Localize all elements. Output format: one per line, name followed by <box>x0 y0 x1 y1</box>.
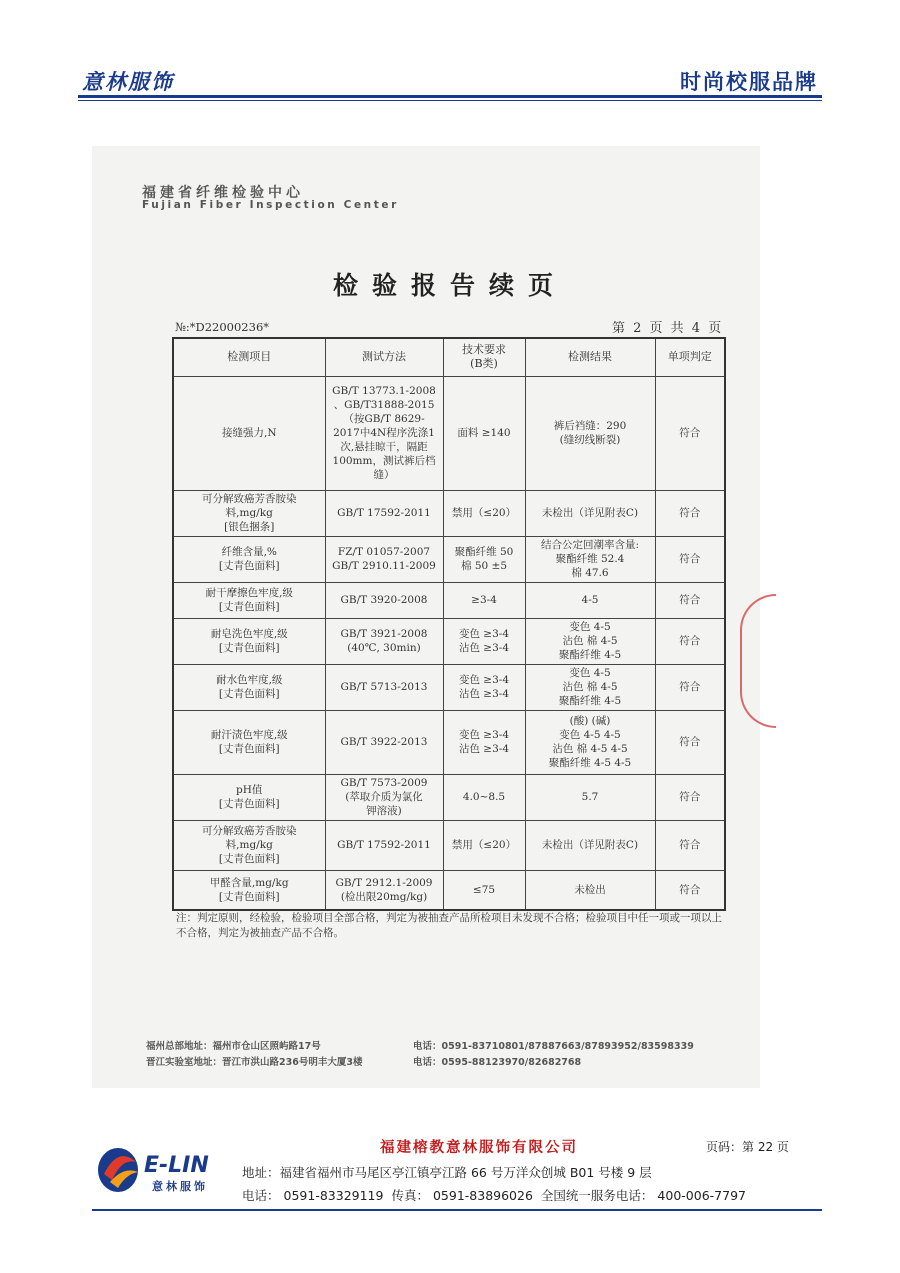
col-header-result: 检测结果 <box>525 338 655 376</box>
cell-item: 可分解致癌芳香胺染 料,mg/kg [银色捆条] <box>173 490 325 536</box>
org-name-cn: 福建省纤维检验中心 <box>142 185 304 201</box>
cell-method: GB/T 13773.1-2008 、GB/T31888-2015 （按GB/T 8629- 2017中4N程序洗涤1 次,悬挂晾干，隔距 100mm，测试裤后档 缝） <box>325 376 443 490</box>
table-header-row <box>173 338 725 376</box>
table-row <box>173 376 725 490</box>
cell-verdict: 符合 <box>655 536 725 582</box>
cell-requirement: 面料 ≥140 <box>443 376 525 490</box>
cell-result: 5.7 <box>525 774 655 820</box>
header-divider <box>78 95 822 98</box>
cell-item: 耐干摩擦色牢度,级 [丈青色面料] <box>173 582 325 618</box>
report-number: №:*D22000236* <box>175 320 270 334</box>
cell-requirement: 变色 ≥3-4 沾色 ≥3-4 <box>443 710 525 774</box>
hotline-value: 400-006-7797 <box>657 1188 746 1203</box>
cell-verdict: 符合 <box>655 664 725 710</box>
elin-logo <box>96 1140 236 1198</box>
cell-method: GB/T 3921-2008 (40℃, 30min) <box>325 618 443 664</box>
inspection-table <box>172 337 726 911</box>
footer-divider <box>92 1209 822 1211</box>
cell-method: GB/T 17592-2011 <box>325 820 443 870</box>
seal-stamp <box>740 594 776 728</box>
cell-method: GB/T 5713-2013 <box>325 664 443 710</box>
cell-verdict: 符合 <box>655 618 725 664</box>
cell-result: 结合公定回潮率含量: 聚酯纤维 52.4 棉 47.6 <box>525 536 655 582</box>
cell-item: 可分解致癌芳香胺染 料,mg/kg [丈青色面料] <box>173 820 325 870</box>
page-number: 页码：第 22 页 <box>706 1140 789 1154</box>
cell-item: 耐汗渍色牢度,级 [丈青色面料] <box>173 710 325 774</box>
cell-verdict: 符合 <box>655 376 725 490</box>
cell-result: 未检出（详见附表C) <box>525 490 655 536</box>
cell-result: 未检出（详见附表C) <box>525 820 655 870</box>
phone-value: 0591-83329119 <box>283 1188 384 1203</box>
cell-item: 耐皂洗色牢度,级 [丈青色面料] <box>173 618 325 664</box>
table-row <box>173 618 725 664</box>
cell-result: 变色 4-5 沾色 棉 4-5 聚酯纤维 4-5 <box>525 664 655 710</box>
lab-address: 晋江实验室地址：晋江市洪山路236号明丰大厦3楼 <box>146 1057 363 1068</box>
cell-requirement: 禁用（≤20） <box>443 820 525 870</box>
cell-item: 耐水色牢度,级 [丈青色面料] <box>173 664 325 710</box>
cell-verdict: 符合 <box>655 870 725 910</box>
table-row <box>173 710 725 774</box>
col-header-requirement: 技术要求 (B类) <box>443 338 525 376</box>
table-row <box>173 664 725 710</box>
header-divider-thin <box>78 100 822 101</box>
contact-line <box>242 1186 750 1204</box>
cell-method: GB/T 3922-2013 <box>325 710 443 774</box>
table-row <box>173 582 725 618</box>
header-brand: 意林服饰 <box>82 70 174 94</box>
cell-method: GB/T 2912.1-2009 (检出限20mg/kg) <box>325 870 443 910</box>
cell-requirement: ≥3-4 <box>443 582 525 618</box>
col-header-verdict: 单项判定 <box>655 338 725 376</box>
cell-verdict: 符合 <box>655 774 725 820</box>
report-note: 注：判定原则，经检验，检验项目全部合格，判定为被抽查产品所检项目未发现不合格；检验项目中任一项或一项以上不合格，判定为被抽查产品不合格。 <box>176 912 722 939</box>
report-page-info: 第 2 页 共 4 页 <box>612 321 724 336</box>
cell-result: 未检出 <box>525 870 655 910</box>
cell-requirement: ≤75 <box>443 870 525 910</box>
logo-text: E-LIN <box>144 1153 209 1178</box>
fax-value: 0591-83896026 <box>432 1188 533 1203</box>
cell-item: 甲醛含量,mg/kg [丈青色面料] <box>173 870 325 910</box>
col-header-method: 测试方法 <box>325 338 443 376</box>
cell-verdict: 符合 <box>655 582 725 618</box>
cell-method: GB/T 17592-2011 <box>325 490 443 536</box>
logo-subtext: 意林服饰 <box>152 1180 208 1193</box>
cell-method: GB/T 7573-2009 (萃取介质为氯化 钾溶液) <box>325 774 443 820</box>
cell-result: (酸) (碱) 变色 4-5 4-5 沾色 棉 4-5 4-5 聚酯纤维 4-5 4-5 <box>525 710 655 774</box>
cell-requirement: 4.0~8.5 <box>443 774 525 820</box>
table-row <box>173 820 725 870</box>
cell-result: 4-5 <box>525 582 655 618</box>
cell-requirement: 禁用（≤20） <box>443 490 525 536</box>
cell-item: 接缝强力,N <box>173 376 325 490</box>
company-address: 地址：福建省福州市马尾区亭江镇亭江路 66 号万洋众创城 B01 号楼 9 层 <box>242 1165 652 1180</box>
cell-verdict: 符合 <box>655 710 725 774</box>
table-row <box>173 870 725 910</box>
cell-item: pH值 [丈青色面料] <box>173 774 325 820</box>
hq-phone: 电话：0591-83710801/87887663/87893952/83598339 <box>413 1041 694 1052</box>
cell-verdict: 符合 <box>655 490 725 536</box>
table-row <box>173 774 725 820</box>
lab-phone: 电话：0595-88123970/82682768 <box>413 1057 582 1068</box>
cell-requirement: 变色 ≥3-4 沾色 ≥3-4 <box>443 664 525 710</box>
cell-requirement: 变色 ≥3-4 沾色 ≥3-4 <box>443 618 525 664</box>
cell-result: 变色 4-5 沾色 棉 4-5 聚酯纤维 4-5 <box>525 618 655 664</box>
cell-method: FZ/T 01057-2007 GB/T 2910.11-2009 <box>325 536 443 582</box>
phone-label: 电话： <box>242 1188 280 1203</box>
fax-label: 传真： <box>391 1188 429 1203</box>
hq-address: 福州总部地址：福州市仓山区照屿路17号 <box>146 1041 321 1052</box>
hotline-label: 全国统一服务电话： <box>540 1188 654 1203</box>
company-name: 福建榕教意林服饰有限公司 <box>380 1140 578 1156</box>
cell-item: 纤维含量,% [丈青色面料] <box>173 536 325 582</box>
org-name-en: Fujian Fiber Inspection Center <box>142 199 399 211</box>
header-slogan: 时尚校服品牌 <box>680 70 818 94</box>
table-row <box>173 490 725 536</box>
col-header-item: 检测项目 <box>173 338 325 376</box>
cell-verdict: 符合 <box>655 820 725 870</box>
cell-result: 裤后裆缝：290 (缝纫线断裂) <box>525 376 655 490</box>
cell-requirement: 聚酯纤维 50 棉 50 ±5 <box>443 536 525 582</box>
table-row <box>173 536 725 582</box>
report-title: 检验报告续页 <box>332 271 567 300</box>
cell-method: GB/T 3920-2008 <box>325 582 443 618</box>
